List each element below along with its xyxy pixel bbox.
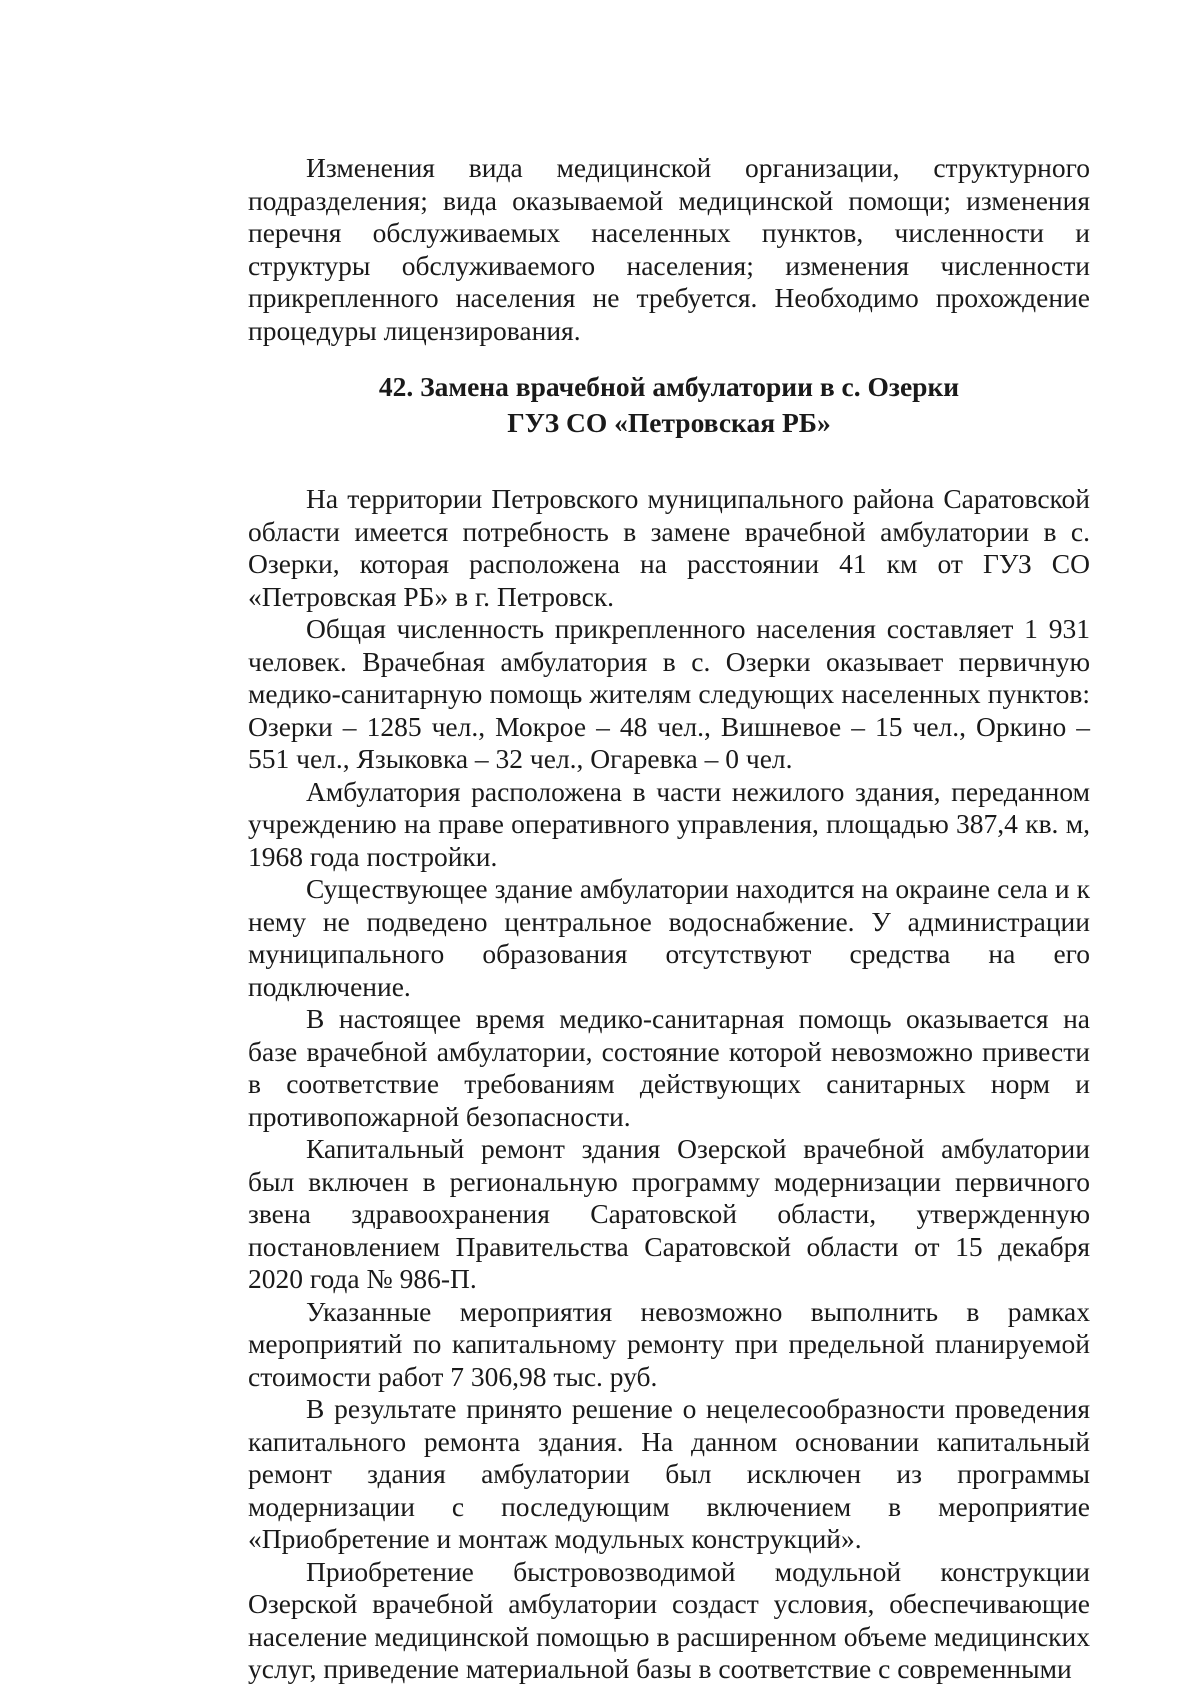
- section-heading-line-2: ГУЗ СО «Петровская РБ»: [507, 407, 831, 438]
- paragraph-modular-construction: Приобретение быстровозводимой модульной конструкции Озерской врачебной амбулатории создаст условия, обеспечивающие население медицинской помощью в расширенном объеме медицинских услуг, приведение материальной базы в соответствие с современными: [248, 1555, 1090, 1684]
- section-heading: [248, 369, 1090, 441]
- paragraph-current-state: В настоящее время медико-санитарная помощь оказывается на базе врачебной амбулатории, состояние которой невозможно привести в соответствие требованиям действующих санитарных норм и противопожарной безопасности.: [248, 1003, 1090, 1132]
- document-body: [248, 152, 1090, 1686]
- section-heading-line-1: 42. Замена врачебной амбулатории в с. Озерки: [378, 371, 960, 402]
- intro-paragraph: Изменения вида медицинской организации, структурного подразделения; вида оказываемой медицинской помощи; изменения перечня обслуживаемых населенных пунктов, численности и структуры обслуживаемого населения; изменения численности прикрепленного населения не требуется. Необходимо прохождение процедуры лицензирования.: [248, 152, 1090, 346]
- paragraph-territory: На территории Петровского муниципального района Саратовской области имеется потребность в замене врачебной амбулатории в с. Озерки, которая расположена на расстоянии 41 км от ГУЗ СО «Петровская РБ» в г. Петровск.: [248, 483, 1090, 612]
- paragraph-repair-program: Капитальный ремонт здания Озерской врачебной амбулатории был включен в региональную программу модернизации первичного звена здравоохранения Саратовской области, утвержденную постановлением Правительства Саратовской области от 15 декабря 2020 года № 986-П.: [248, 1133, 1090, 1294]
- paragraph-building: Амбулатория расположена в части нежилого здания, переданном учреждению на праве оперативного управления, площадью 387,4 кв. м, 1968 года постройки.: [248, 775, 1090, 872]
- paragraph-cost-limit: Указанные мероприятия невозможно выполнить в рамках мероприятий по капитальному ремонту при предельной планируемой стоимости работ 7 306,98 тыс. руб.: [248, 1295, 1090, 1392]
- paragraph-water-supply: Существующее здание амбулатории находится на окраине села и к нему не подведено центральное водоснабжение. У администрации муниципального образования отсутствуют средства на его подключение.: [248, 873, 1090, 1002]
- paragraph-decision: В результате принято решение о нецелесообразности проведения капитального ремонта здания. На данном основании капитальный ремонт здания амбулатории был исключен из программы модернизации с последующим включением в мероприятие «Приобретение и монтаж модульных конструкций».: [248, 1393, 1090, 1554]
- paragraph-population: Общая численность прикрепленного населения составляет 1 931 человек. Врачебная амбулатория в с. Озерки оказывает первичную медико-санитарную помощь жителям следующих населенных пунктов: Озерки – 1285 чел., Мокрое – 48 чел., Вишневое – 15 чел., Оркино – 551 чел., Языковка – 32 чел., Огаревка – 0 чел.: [248, 613, 1090, 774]
